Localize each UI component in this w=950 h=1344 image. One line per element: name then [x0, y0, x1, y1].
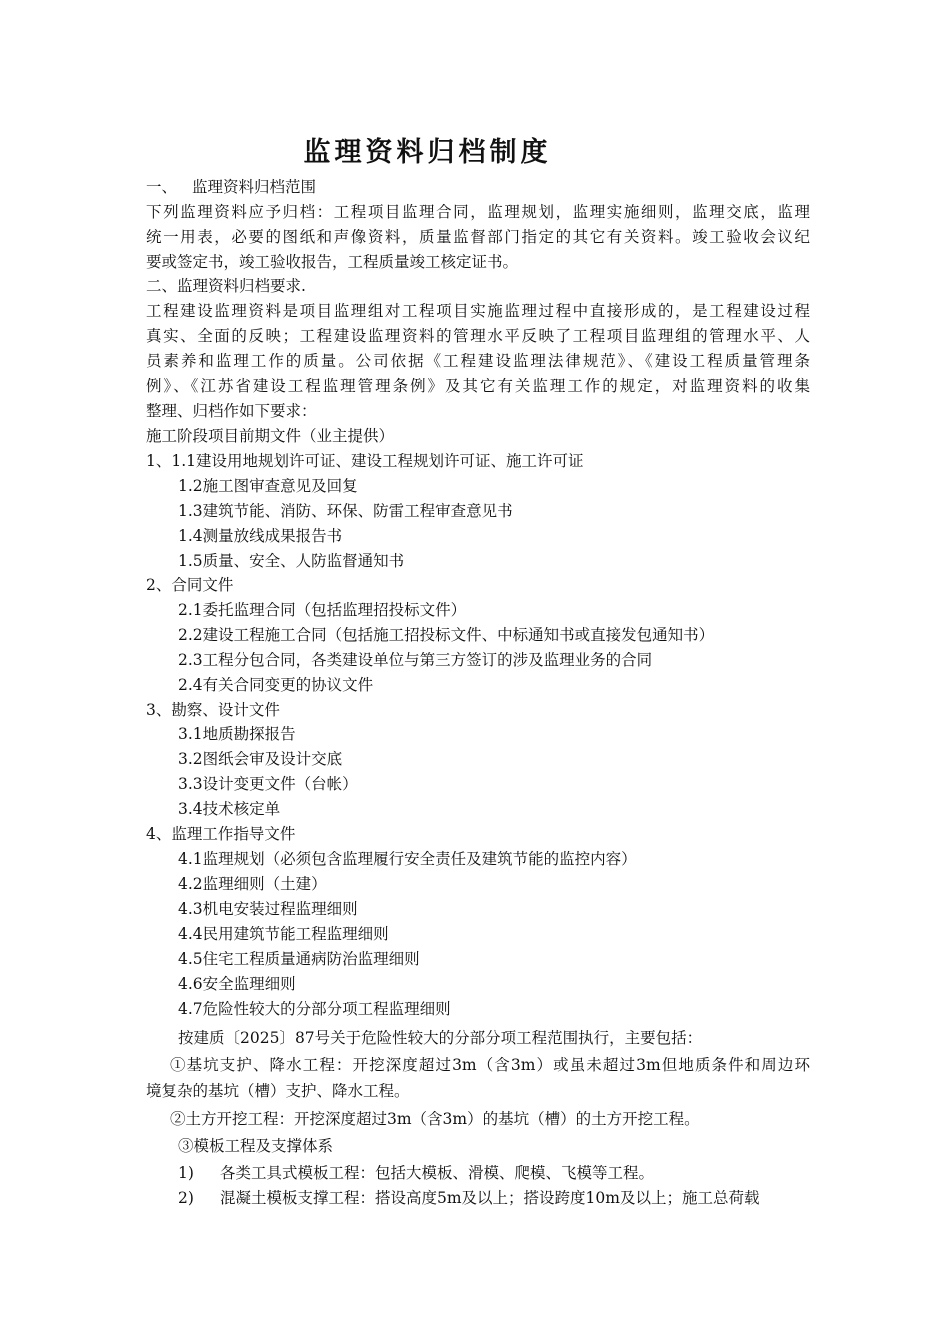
- page-title: 监理资料归档制度: [303, 137, 552, 168]
- list-item: 1.2施工图审查意见及回复: [178, 477, 358, 495]
- group-4-heading: 4、监理工作指导文件: [146, 825, 296, 843]
- list-item: 4.3机电安装过程监理细则: [178, 900, 358, 918]
- sub-item-text: 各类工具式模板工程：包括大模板、滑模、爬模、飞模等工程。: [220, 1164, 655, 1182]
- list-item: 3.1地质勘探报告: [178, 725, 296, 743]
- scope-item-1-line: ①基坑支护、降水工程：开挖深度超过3m（含3m）或虽未超过3m但地质条件和周边环: [170, 1056, 810, 1074]
- list-item: 1.5质量、安全、人防监督通知书: [178, 552, 405, 570]
- list-item: 4.1监理规划（必须包含监理履行安全责任及建筑节能的监控内容）: [178, 850, 637, 868]
- list-item: 3.3设计变更文件（台帐）: [178, 775, 358, 793]
- sub-item-1: [178, 1161, 810, 1185]
- sub-item-number: 1): [178, 1164, 194, 1182]
- list-item: 4.5住宅工程质量通病防治监理细则: [178, 950, 420, 968]
- scope-item-3: ③模板工程及支撑体系: [178, 1137, 334, 1155]
- sub-item-text: 混凝土模板支撑工程：搭设高度5m及以上；搭设跨度10m及以上；施工总荷载: [220, 1189, 760, 1207]
- section-2-heading: 二、监理资料归档要求.: [146, 277, 306, 295]
- list-item: 3.2图纸会审及设计交底: [178, 750, 343, 768]
- section-1-number: 一、: [146, 178, 178, 196]
- scope-intro: 按建质〔2025〕87号关于危险性较大的分部分项工程范围执行，主要包括：: [178, 1029, 703, 1047]
- phase-heading: 施工阶段项目前期文件（业主提供）: [146, 427, 395, 445]
- list-item: 2.4有关合同变更的协议文件: [178, 676, 374, 694]
- sub-item-number: 2): [178, 1189, 194, 1207]
- list-item: 1.3建筑节能、消防、环保、防雷工程审查意见书: [178, 502, 513, 520]
- section-2-paragraph-line: 整理、归档作如下要求：: [146, 402, 317, 420]
- group-1-heading: 1、1.1建设用地规划许可证、建设工程规划许可证、施工许可证: [146, 452, 584, 470]
- list-item: 2.2建设工程施工合同（包括施工招投标文件、中标通知书或直接发包通知书）: [178, 626, 715, 644]
- group-3-heading: 3、勘察、设计文件: [146, 701, 280, 719]
- list-item: 3.4技术核定单: [178, 800, 281, 818]
- section-1-title: 监理资料归档范围: [192, 178, 317, 196]
- list-item: 2.1委托监理合同（包括监理招投标文件）: [178, 601, 467, 619]
- list-item: 4.7危险性较大的分部分项工程监理细则: [178, 1000, 451, 1018]
- list-item: 1.4测量放线成果报告书: [178, 527, 343, 545]
- sub-item-2: [178, 1186, 810, 1210]
- section-1-paragraph-line: 要或签定书，竣工验收报告，工程质量竣工核定证书。: [146, 253, 519, 271]
- scope-item-1-line: 境复杂的基坑（槽）支护、降水工程。: [146, 1082, 410, 1100]
- list-item: 4.6安全监理细则: [178, 975, 296, 993]
- group-2-heading: 2、合同文件: [146, 576, 234, 594]
- section-2-paragraph-line: 例》、《江苏省建设工程监理管理条例》及其它有关监理工作的规定，对监理资料的收集: [146, 377, 810, 395]
- section-2-paragraph-line: 真实、全面的反映；工程建设监理资料的管理水平反映了工程项目监理组的管理水平、人: [146, 327, 810, 345]
- section-1-heading: [146, 175, 810, 199]
- section-1-paragraph-line: 统一用表，必要的图纸和声像资料，质量监督部门指定的其它有关资料。竣工验收会议纪: [146, 228, 810, 246]
- section-2-paragraph-line: 员素养和监理工作的质量。公司依据《工程建设监理法律规范》、《建设工程质量管理条: [146, 352, 810, 370]
- section-2-paragraph-line: 工程建设监理资料是项目监理组对工程项目实施监理过程中直接形成的，是工程建设过程: [146, 302, 810, 320]
- list-item: 4.2监理细则（土建）: [178, 875, 327, 893]
- scope-item-2: ②土方开挖工程：开挖深度超过3m（含3m）的基坑（槽）的土方开挖工程。: [170, 1110, 700, 1128]
- list-item: 2.3工程分包合同，各类建设单位与第三方签订的涉及监理业务的合同: [178, 651, 653, 669]
- list-item: 4.4民用建筑节能工程监理细则: [178, 925, 389, 943]
- section-1-paragraph-line: 下列监理资料应予归档：工程项目监理合同，监理规划，监理实施细则，监理交底，监理: [146, 203, 810, 221]
